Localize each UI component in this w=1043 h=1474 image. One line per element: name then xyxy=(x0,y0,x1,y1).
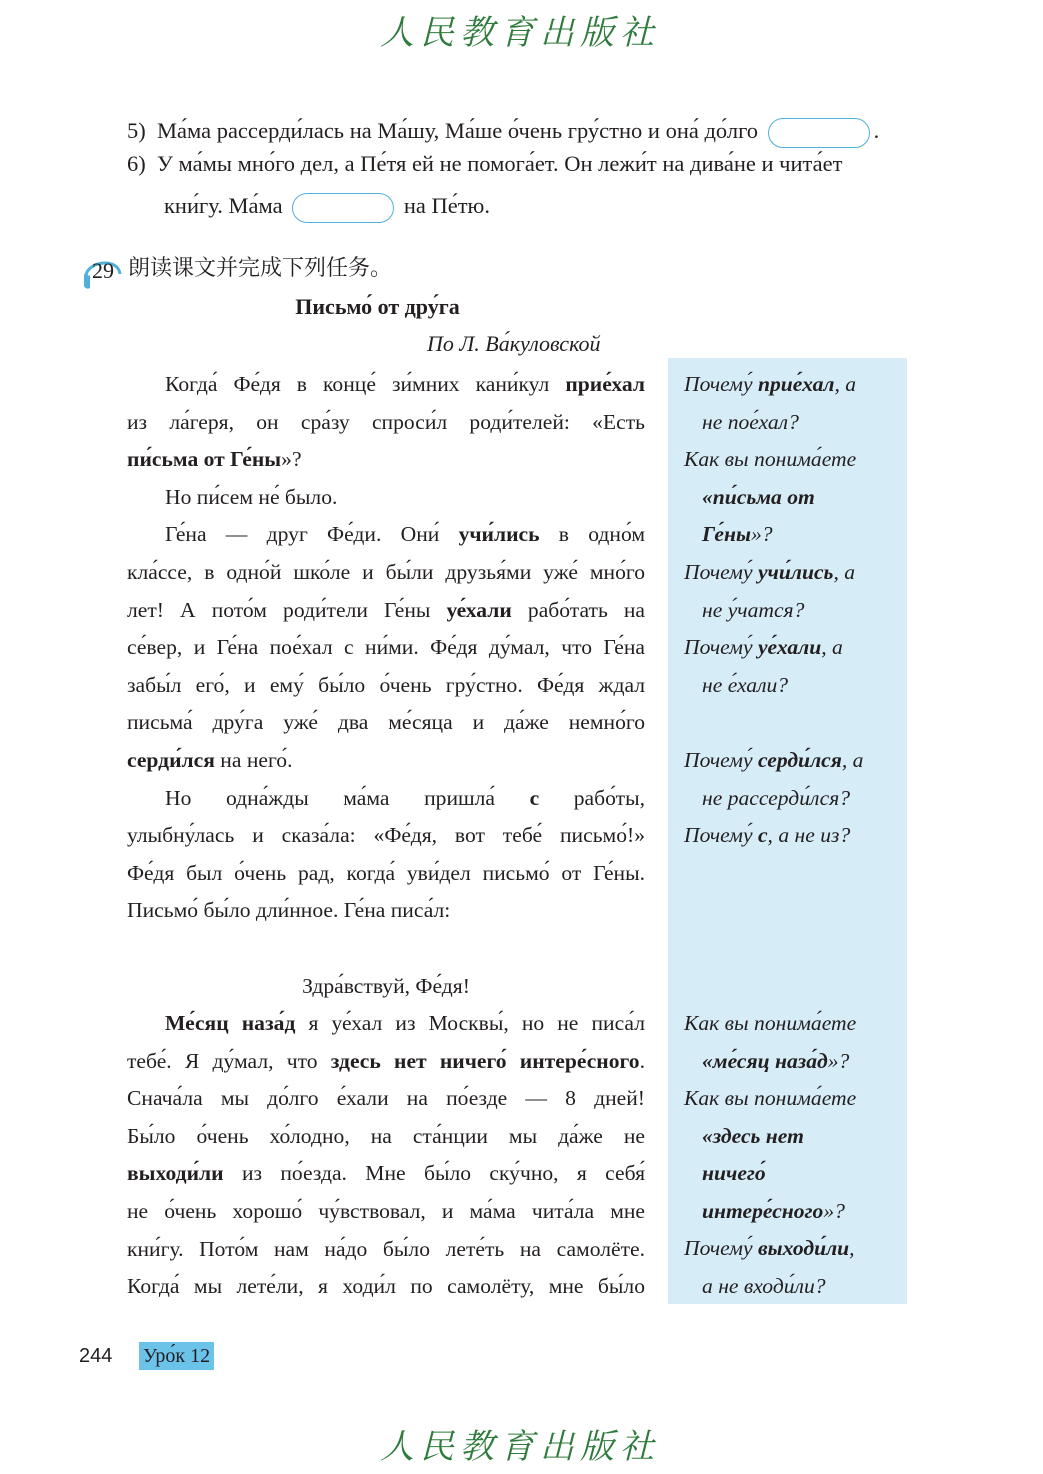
item-number: 6) xyxy=(127,151,146,176)
question-uchilis: Почему́ учи́лись, а не у́чатся? xyxy=(684,560,856,622)
text-line: Фе́дя был о́чень рад, когда́ уви́дел письмо́ от Ге́ны. xyxy=(127,860,645,885)
text-line: улыбну́лась и сказа́ла: «Фе́дя, вот тебе́ письмо́!» xyxy=(127,823,645,848)
text-line: Письмо́ бы́ло дли́нное. Ге́на писа́л: xyxy=(127,898,451,923)
question-serdilsya: Почему́ серди́лся, а не рассерди́лся? xyxy=(684,748,864,810)
question-pisma: Как вы понима́ете «пи́сьма от Ге́ны»? xyxy=(684,447,857,547)
text-line: пи́сьма от Ге́ны»? xyxy=(127,447,302,472)
text-line: Снача́ла мы до́лго е́хали на по́езде — 8 дней! xyxy=(127,1086,645,1111)
question-uekhali: Почему́ уе́хали, а не е́хали? xyxy=(684,635,843,697)
text-line: кла́ссе, в одно́й шко́ле и бы́ли друзья́ми уже́ мно́го xyxy=(127,559,645,584)
page-number: 244 xyxy=(79,1345,113,1367)
text-line: Но одна́жды ма́ма пришла́ с рабо́ты, xyxy=(165,785,645,810)
text-line: тебе́. Я ду́мал, что здесь нет ничего́ интере́сного. xyxy=(127,1048,645,1073)
exercise-item-5: 5) Ма́ма рассерди́лась на Ма́шу, Ма́ше о́чень гру́стно и она́ до́лго . xyxy=(127,116,879,148)
text-line: се́вер, и Ге́на пое́хал с ни́ми. Фе́дя ду́мал, что Ге́на xyxy=(127,635,645,660)
text-line: не о́чень хорошо́ чу́вствовал, и ма́ма чита́ла мне xyxy=(127,1199,645,1224)
answer-blank[interactable] xyxy=(768,118,870,148)
text-line: кни́гу. Пото́м нам на́до бы́ло лете́ть на самолёте. xyxy=(127,1236,645,1261)
item-number: 5) xyxy=(127,118,146,143)
text-line: серди́лся на него́. xyxy=(127,747,293,772)
question-mesyats-nazad: Как вы понима́ете «ме́сяц наза́д»? xyxy=(684,1011,857,1073)
text-line: Но пи́сем не́ было. xyxy=(165,484,338,509)
text-line: из ла́геря, он сра́зу спроси́л роди́телей: «Есть xyxy=(127,409,645,434)
story-author: По Л. Ва́куловской xyxy=(427,331,601,356)
exercise-item-6-continued: кни́гу. Ма́ма на Пе́тю. xyxy=(164,191,490,223)
exercise-number: 29 xyxy=(92,258,114,283)
text-line: Бы́ло о́чень хо́лодно, на ста́нции мы да́же не xyxy=(127,1123,645,1148)
text-line: Ме́сяц наза́д я уе́хал из Москвы́, но не писа́л xyxy=(165,1011,645,1036)
item-text: У ма́мы мно́го дел, а Пе́тя ей не помога́ет. Он лежи́т на дива́не и чита́ет xyxy=(157,151,843,176)
answer-blank[interactable] xyxy=(292,193,394,223)
text-line: Ге́на — друг Фе́ди. Они́ учи́лись в одно́м xyxy=(165,522,646,547)
exercise-item-6 xyxy=(127,149,842,179)
exercise-task: 朗读课文并完成下列任务。 xyxy=(128,256,393,281)
publisher-logo: 人民教育出版社 xyxy=(380,12,660,53)
text-line: выходи́ли из по́езда. Мне бы́ло ску́чно, я себя́ xyxy=(127,1161,645,1186)
text-line: Когда́ Фе́дя в конце́ зи́мних кани́кул прие́хал xyxy=(165,372,645,396)
story-title: Письмо́ от дру́га xyxy=(295,294,460,319)
question-zdes-net: Как вы понима́ете «здесь нет ничего́ интере́сного»? xyxy=(684,1086,857,1223)
text-line: Когда́ мы лете́ли, я ходи́л по самолёту, мне бы́ло xyxy=(127,1274,645,1299)
question-vykhodili: Почему́ выходи́ли, а не входи́ли? xyxy=(684,1236,855,1298)
item-text: Ма́ма рассерди́лась на Ма́шу, Ма́ше о́чень гру́стно и она́ до́лго xyxy=(157,118,759,143)
publisher-logo: 人民教育出版社 xyxy=(380,1426,660,1467)
question-s: Почему́ с, а не из? xyxy=(684,823,851,847)
text-line: забы́л его́, и ему́ бы́ло о́чень гру́стно. Фе́дя ждал xyxy=(127,672,645,697)
text-line: лет! А пото́м роди́тели Ге́ны уе́хали рабо́тать на xyxy=(127,597,646,622)
story-text xyxy=(127,366,645,1306)
letter-greeting: Здра́вствуй, Фе́дя! xyxy=(302,973,470,998)
text-line: письма́ дру́га уже́ два ме́сяца и да́же немно́го xyxy=(127,710,645,735)
lesson-tag: Уро́к 12 xyxy=(139,1342,214,1370)
question-priekhal: Почему́ прие́хал, а не пое́хал? xyxy=(684,372,857,434)
